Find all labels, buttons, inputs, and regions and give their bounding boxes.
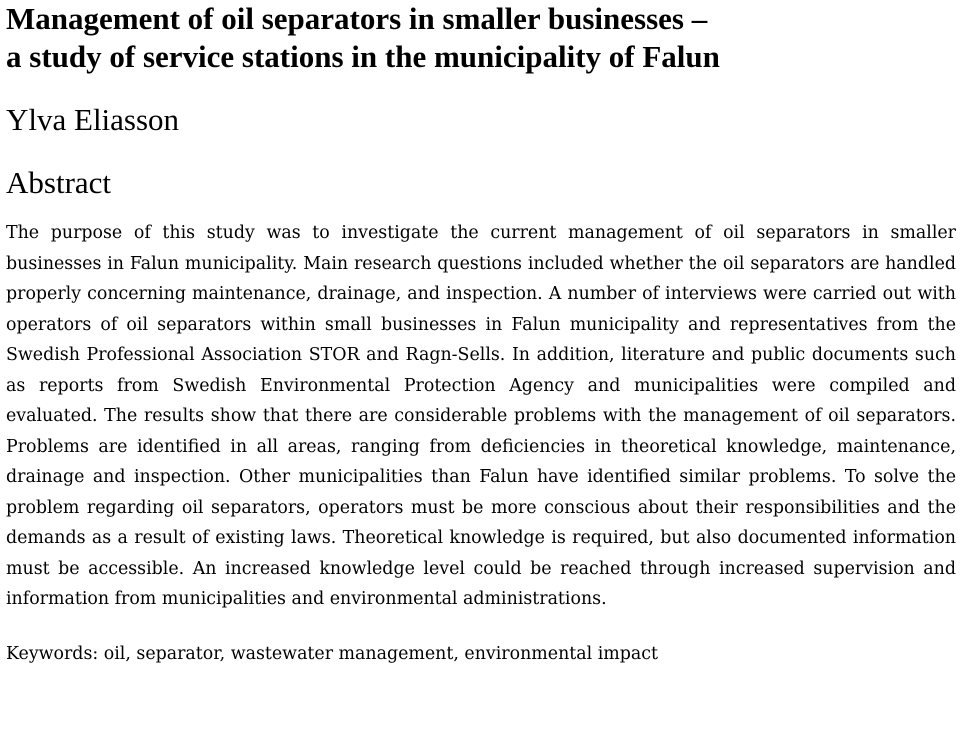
document-title: [6, 0, 956, 76]
title-line-2: a study of service stations in the municipality of Falun: [6, 39, 720, 74]
keywords-line: Keywords: oil, separator, wastewater management, environmental impact: [6, 643, 659, 664]
abstract-heading: Abstract: [6, 165, 112, 200]
abstract-paragraph: The purpose of this study was to investigate the current management of oil separators in smaller businesses in Falun municipality. Main research questions included whether the oil separators are handled properly concerning maintenance, drainage, and inspection. A number of interviews were carried out with operators of oil separators within small businesses in Falun municipality and representatives from the Swedish Professional Association STOR and Ragn-Sells. In addition, literature and public documents such as reports from Swedish Environmental Protection Agency and municipalities were compiled and evaluated. The results show that there are considerable problems with the management of oil separators. Problems are identified in all areas, ranging from deficiencies in theoretical knowledge, maintenance, drainage and inspection. Other municipalities than Falun have identified similar problems. To solve the problem regarding oil separators, operators must be more conscious about their responsibilities and the demands as a result of existing laws. Theoretical knowledge is required, but also documented information must be accessible. An increased knowledge level could be reached through increased supervision and information from municipalities and environmental administrations.: [6, 223, 956, 609]
author-name: Ylva Eliasson: [6, 102, 180, 137]
title-line-1: Management of oil separators in smaller businesses –: [6, 1, 708, 36]
document-page: [6, 0, 956, 669]
